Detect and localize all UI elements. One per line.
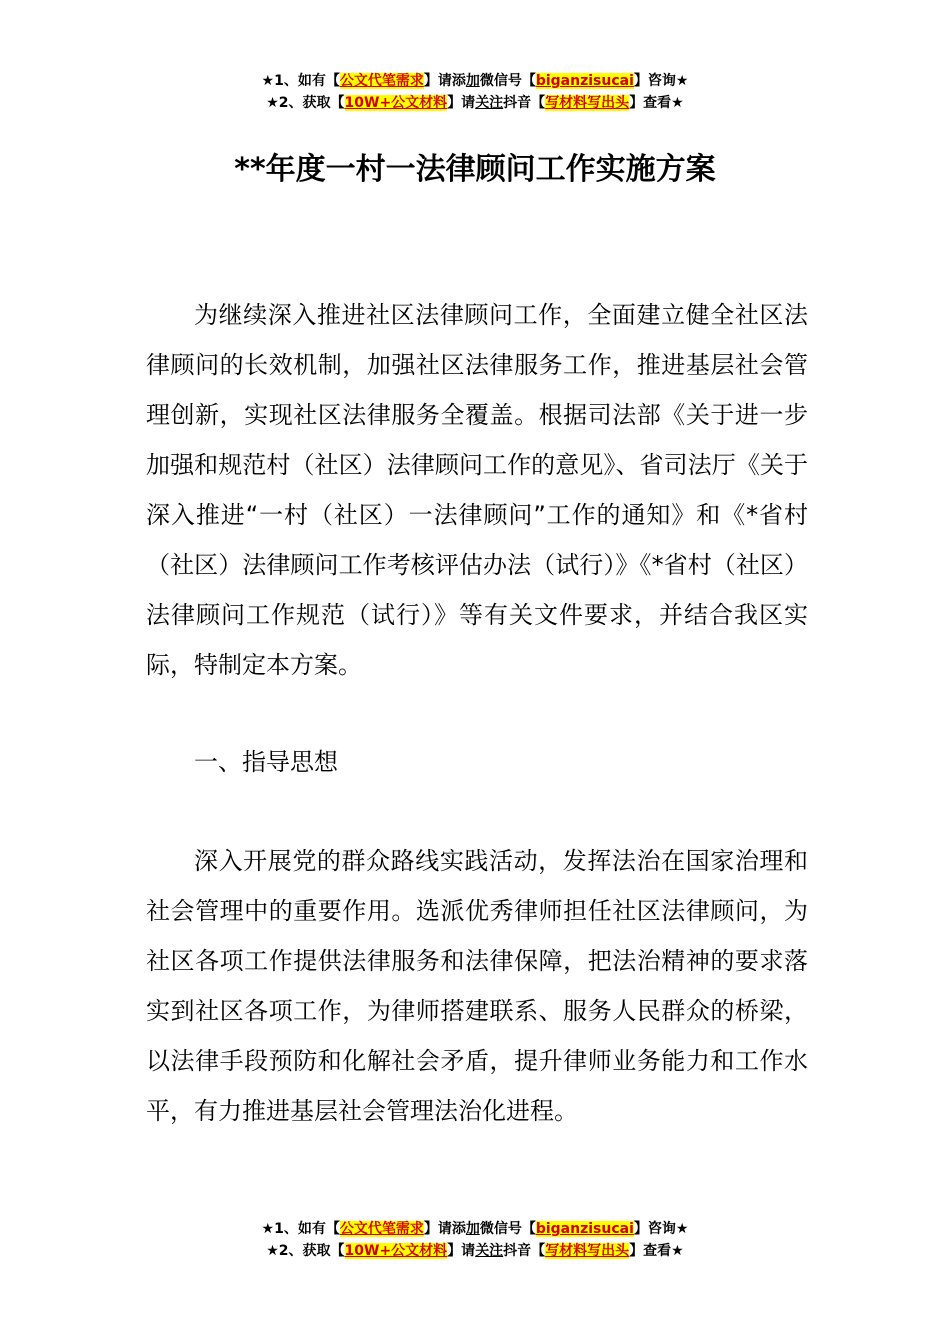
promo-highlight-douyin-id: 写材料写出头 [545, 95, 630, 111]
promo-text-underlined: 关注 [475, 95, 504, 111]
promo-text: ★2、获取【 [266, 95, 345, 111]
promo-line-1 [0, 1218, 950, 1240]
promo-text: 抖音【 [503, 95, 546, 111]
promo-highlight-wechat-id: biganzisucai [535, 73, 634, 89]
promo-text: ★2、获取【 [266, 1243, 345, 1259]
promo-text-underlined: 加 [465, 1221, 480, 1237]
promo-text: ★1、如有【 [261, 73, 340, 89]
promo-text: 】请 [447, 95, 476, 111]
promo-highlight-douyin-id: 写材料写出头 [545, 1243, 630, 1259]
promo-text-underlined: 关注 [475, 1243, 504, 1259]
promo-text: 抖音【 [503, 1243, 546, 1259]
promo-header [0, 70, 950, 114]
promo-text: 微信号【 [479, 1221, 536, 1237]
promo-text-underlined: 加 [465, 73, 480, 89]
promo-text: 】请添 [423, 73, 466, 89]
promo-highlight-service: 公文代笔需求 [339, 73, 424, 89]
promo-line-2 [0, 1240, 950, 1262]
promo-line-1 [0, 70, 950, 92]
promo-text: 】查看★ [629, 95, 684, 111]
promo-text: 】咨询★ [633, 73, 689, 89]
promo-footer [0, 1218, 950, 1262]
promo-text: 】咨询★ [633, 1221, 689, 1237]
promo-text: 】查看★ [629, 1243, 684, 1259]
promo-highlight-service: 公文代笔需求 [339, 1221, 424, 1237]
promo-highlight-wechat-id: biganzisucai [535, 1221, 634, 1237]
promo-text: 】请添 [423, 1221, 466, 1237]
promo-text: 】请 [447, 1243, 476, 1259]
section-heading: 一、指导思想 [194, 748, 338, 776]
document-title: **年度一村一法律顾问工作实施方案 [234, 152, 716, 187]
promo-text: 微信号【 [479, 73, 536, 89]
promo-text: ★1、如有【 [261, 1221, 340, 1237]
promo-highlight-materials: 10W+公文材料 [344, 1243, 448, 1259]
intro-paragraph: 为继续深入推进社区法律顾问工作，全面建立健全社区法律顾问的长效机制，加强社区法律服务工作，推进基层社会管理创新，实现社区法律服务全覆盖。根据司法部《关于进一步加强和规范村（社区）法律顾问工作的意见》、省司法厅《关于深入推进“一村（社区）一法律顾问”工作的通知》和《*省村（社区）法律顾问工作考核评估办法（试行）》《*省村（社区）法律顾问工作规范（试行）》等有关文件要求，并结合我区实际，特制定本方案。 [146, 301, 808, 679]
section-paragraph: 深入开展党的群众路线实践活动，发挥法治在国家治理和社会管理中的重要作用。选派优秀律师担任社区法律顾问，为社区各项工作提供法律服务和法律保障，把法治精神的要求落实到社区各项工作，为律师搭建联系、服务人民群众的桥梁，以法律手段预防和化解社会矛盾，提升律师业务能力和工作水平，有力推进基层社会管理法治化进程。 [146, 847, 808, 1125]
promo-line-2 [0, 92, 950, 114]
promo-highlight-materials: 10W+公文材料 [344, 95, 448, 111]
